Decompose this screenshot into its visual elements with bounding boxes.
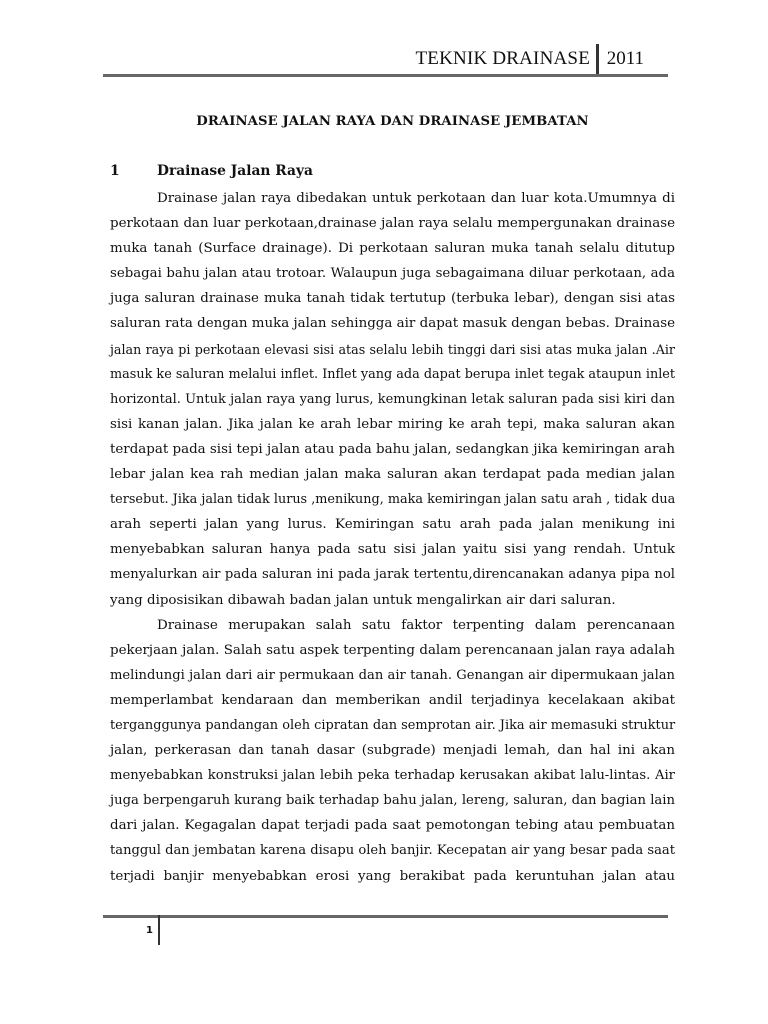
paragraph-line: Drainase merupakan salah satu faktor terpenting dalam perencanaan — [157, 617, 675, 633]
paragraph-line: terdapat pada sisi tepi jalan atau pada bahu jalan, sedangkan jika kemiringan arah — [110, 441, 675, 457]
section-heading — [110, 163, 313, 179]
paragraph-line: pekerjaan jalan. Salah satu aspek terpenting dalam perencanaan jalan raya adalah — [110, 642, 675, 658]
paragraph-line: menyebabkan saluran hanya pada satu sisi jalan yaitu sisi yang rendah. Untuk — [110, 542, 675, 558]
paragraph-line: terganggunya pandangan oleh cipratan dan semprotan air. Jika air memasuki struktur — [110, 717, 676, 733]
section-heading-text: Drainase Jalan Raya — [157, 163, 313, 179]
paragraph-line: perkotaan dan luar perkotaan,drainase jalan raya selalu mempergunakan drainase — [110, 216, 675, 232]
section-number: 1 — [110, 163, 120, 179]
footer-rule — [103, 915, 668, 918]
paragraph-line: yang diposisikan dibawah badan jalan untuk mengalirkan air dari saluran. — [110, 592, 616, 608]
paragraph-line: juga saluran drainase muka tanah tidak tertutup (terbuka lebar), dengan sisi atas — [110, 291, 675, 307]
paragraph-line: muka tanah (Surface drainage). Di perkotaan saluran muka tanah selalu ditutup — [110, 241, 675, 257]
paragraph-line: arah seperti jalan yang lurus. Kemiringan satu arah pada jalan menikung ini — [110, 517, 675, 533]
paragraph-line: melindungi jalan dari air permukaan dan air tanah. Genangan air dipermukaan jalan — [110, 667, 675, 683]
page-number: 1 — [146, 925, 153, 936]
paragraph-line: juga berpengaruh kurang baik terhadap bahu jalan, lereng, saluran, dan bagian lain — [110, 793, 675, 809]
paragraph-line: masuk ke saluran melalui inflet. Inflet yang ada dapat berupa inlet tegak ataupun inlet — [110, 366, 675, 382]
paragraph-line: dari jalan. Kegagalan dapat terjadi pada saat pemotongan tebing atau pembuatan — [110, 818, 675, 834]
paragraph-line: menyebabkan konstruksi jalan lebih peka terhadap kerusakan akibat lalu-lintas. Air — [110, 768, 675, 784]
header-divider — [596, 44, 599, 75]
paragraph-line: lebar jalan kea rah median jalan maka saluran akan terdapat pada median jalan — [110, 467, 675, 483]
paragraph-line: jalan raya pi perkotaan elevasi sisi atas selalu lebih tinggi dari sisi atas muka jalan .Air — [110, 341, 675, 357]
page-header — [103, 44, 668, 77]
paragraph-line: tersebut. Jika jalan tidak lurus ,menikung, maka kemiringan jalan satu arah , tidak dua — [110, 492, 676, 508]
footer-divider — [158, 915, 160, 945]
paragraph-line: jalan, perkerasan dan tanah dasar (subgrade) menjadi lemah, dan hal ini akan — [110, 743, 675, 759]
header-rule — [103, 74, 668, 77]
paragraph-line: memperlambat kendaraan dan memberikan andil terjadinya kecelakaan akibat — [110, 692, 675, 708]
body-text — [110, 186, 675, 889]
header-year: 2011 — [606, 48, 644, 69]
paragraph-line: terjadi banjir menyebabkan erosi yang berakibat pada keruntuhan jalan atau — [110, 868, 675, 884]
paragraph-line: saluran rata dengan muka jalan sehingga air dapat masuk dengan bebas. Drainase — [110, 316, 675, 332]
paragraph-line: tanggul dan jembatan karena disapu oleh banjir. Kecepatan air yang besar pada saat — [110, 843, 675, 859]
paragraph-line: sisi kanan jalan. Jika jalan ke arah lebar miring ke arah tepi, maka saluran akan — [110, 416, 675, 432]
paragraph-line: Drainase jalan raya dibedakan untuk perkotaan dan luar kota.Umumnya di — [157, 191, 675, 206]
document-title: DRAINASE JALAN RAYA DAN DRAINASE JEMBATAN — [196, 114, 589, 129]
paragraph-line: menyalurkan air pada saluran ini pada jarak tertentu,direncanakan adanya pipa nol — [110, 567, 675, 583]
header-title: TEKNIK DRAINASE — [415, 48, 590, 69]
paragraph-line: sebagai bahu jalan atau trotoar. Walaupun juga sebagaimana diluar perkotaan, ada — [110, 266, 675, 282]
paragraph-line: horizontal. Untuk jalan raya yang lurus, kemungkinan letak saluran pada sisi kiri dan — [110, 391, 675, 407]
